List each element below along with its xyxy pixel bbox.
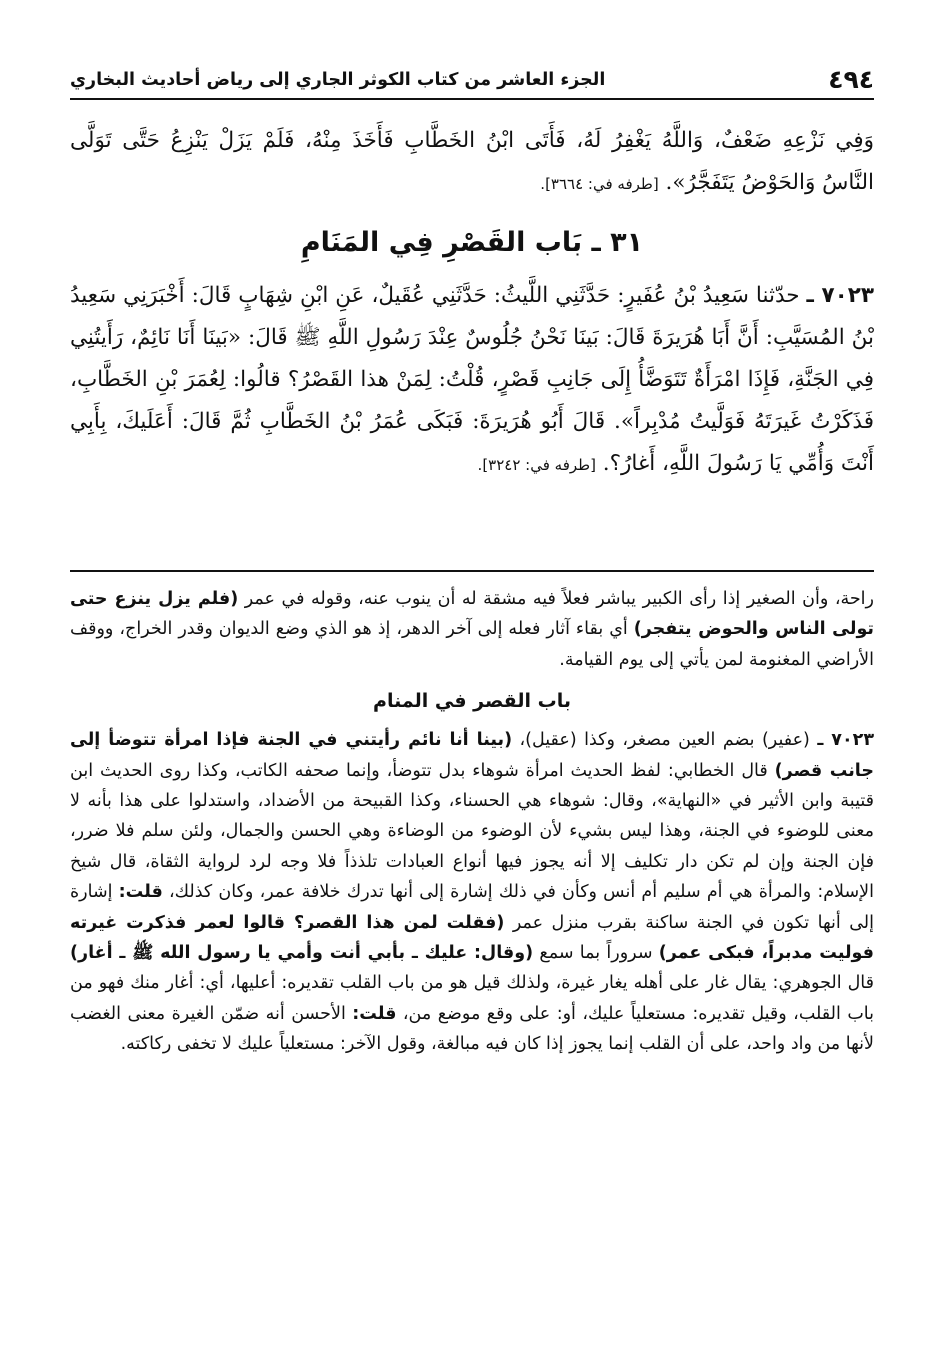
qult-marker: قلت:	[352, 1003, 397, 1024]
hadith-number: ٧٠٢٣ ـ	[806, 283, 874, 308]
quoted-matn: (بينا أنا نائم رأيتني في الجنة فإذا امرأة تتوضأ إلى جانب قصر)	[70, 730, 874, 781]
running-title: الجزء العاشر من كتاب الكوثر الجاري إلى رياض أحاديث البخاري	[70, 70, 606, 90]
commentary-text: قال الخطابي: لفظ الحديث امرأة شوهاء بدل تتوضأ، وإنما صحفه الكاتب، وكذا روى الحديث ابن قتيبة وابن الأثير في «النهاية»، وقال: شوهاء هي الحسناء، وكذا القبيحة من الأضداد، واستدلوا على هذا بأنه لا معنى للوضوء في الجنة، وهذا ليس بشيء لأن الوضوء من الوضاءة وهي الحسن والجمال، ولئن سلم فلا ضرر، فإن الجنة وإن لم تكن دار تكليف إلا أنه يجوز فيها أنواع العبادات تلذذاً فلا وجه لرد لرواية الثقاة، قال شيخ الإسلام: والمرأة هي أم سليم أم أنس وكأن في ذلك إشارة إلى أنها تدرك خلافة عمر، وكان كذلك،	[70, 760, 874, 903]
hadith-7023	[70, 275, 874, 486]
quoted-matn: (فقلت لمن هذا القصر؟ قالوا لعمر فذكرت غيرته فوليت مدبراً، فبكى عمر)	[70, 912, 874, 964]
commentary-hadith-number: ٧٠٢٣ ـ	[817, 730, 875, 751]
commentary-text: إشارة إلى أنها تكون في الجنة ساكنة بقرب منزل عمر	[70, 882, 874, 933]
hadith-cross-reference: [طرفه في: ٣٢٤٢].	[477, 456, 596, 474]
commentary-text: الأحسن أنه ضمّن الغيرة معنى الغضب لأنها من واد واحد، على أن القلب إنما يجوز إذا كان فيه مبالغة، وقول الآخر: مستعلياً عليك لا تخفى ركاكته.	[70, 1003, 874, 1055]
commentary-section	[70, 584, 874, 1060]
quoted-matn: (وقال: عليك ـ بأبي أنت وأمي يا رسول الله ﷺ ـ أغار)	[70, 943, 534, 964]
section-divider	[70, 570, 874, 572]
continuation-text: وَفِي نَزْعِهِ ضَعْفٌ، وَاللَّهُ يَغْفِرُ لَهُ، فَأَتَى ابْنُ الخَطَّابِ فَأَخَذَ مِنْهُ، فَلَمْ يَزَلْ يَنْزِعُ حَتَّى تَوَلَّى النَّاسُ وَالحَوْضُ يَتَفَجَّرُ».	[70, 128, 874, 195]
commentary-chapter-heading: باب القصر في المنام	[373, 690, 571, 713]
commentary-text: سروراً بما سمع	[533, 943, 659, 964]
page-header	[70, 58, 874, 100]
page-number: ٤٩٤	[828, 65, 874, 94]
chapter-title: ٣١ ـ بَاب القَصْرِ فِي المَنَامِ	[300, 227, 644, 258]
previous-hadith-ending	[70, 120, 874, 205]
commentary-text: أي بقاء آثار فعله إلى آخر الدهر، إذ هو الذي وضع الديوان وقدر الخراج، ووقف الأراضي المغنومة لمن يأتي إلى يوم القيامة.	[70, 619, 874, 670]
hadith-text: حدّثنا سَعِيدُ بْنُ عُفَيرٍ: حَدَّثَنِي اللَّيثُ: حَدَّثَنِي عُقَيلٌ، عَنِ ابْنِ شِهَابٍ قَالَ: أَخْبَرَنِي سَعِيدُ بْنُ المُسَيَّبِ: أَنَّ أَبَا هُرَيرَةَ قَالَ: بَينَا نَحْنُ جُلُوسٌ عِنْدَ رَسُولِ اللَّهِ ﷺ قَالَ: «بَينَا أَنَا نَائِمٌ، رَأَيتُنِي فِي الجَنَّةِ، فَإِذَا امْرَأَةٌ تَتَوَضَّأُ إِلَى جَانِبِ قَصْرٍ، قُلْتُ: لِمَنْ هذا القَصْرُ؟ قالُوا: لِعُمَرَ بْنِ الخَطَّابِ، فَذَكَرْتُ غَيرَتَهُ فَوَلَّيتُ مُدْبِراً». قَالَ أَبُو هُرَيرَةَ: فَبَكَى عُمَرُ بْنُ الخَطَّابِ ثُمَّ قَالَ: أَعَلَيكَ، بِأَبِي أَنْتَ وَأُمِّي يَا رَسُولَ اللَّهِ، أَغارُ؟.	[70, 283, 874, 476]
commentary-paragraph-2	[70, 725, 874, 1059]
qult-marker: قلت:	[118, 882, 163, 903]
commentary-text: راحة، وأن الصغير إذا رأى الكبير يباشر فعلاً فيه مشقة له أن ينوب عنه، وقوله في عمر	[238, 589, 874, 609]
hadith-section	[70, 120, 874, 486]
quoted-matn: (فلم يزل ينزع حتى تولى الناس والحوض يتفجر)	[70, 589, 874, 640]
commentary-text: قال الجوهري: يقال غار على أهله يغار غيرة، ولذلك قيل هو من باب القلب تقديره: أعليها، أي: أغار منك فهو من باب القلب، وقيل تقديره: مستعلياً عليك، أو: على وقع موضع من،	[70, 973, 874, 1024]
commentary-paragraph-1	[70, 584, 874, 675]
cross-reference: [طرفه في: ٣٦٦٤].	[540, 175, 659, 193]
commentary-text: (عفير) بضم العين مصغر، وكذا (عقيل)،	[512, 730, 818, 751]
